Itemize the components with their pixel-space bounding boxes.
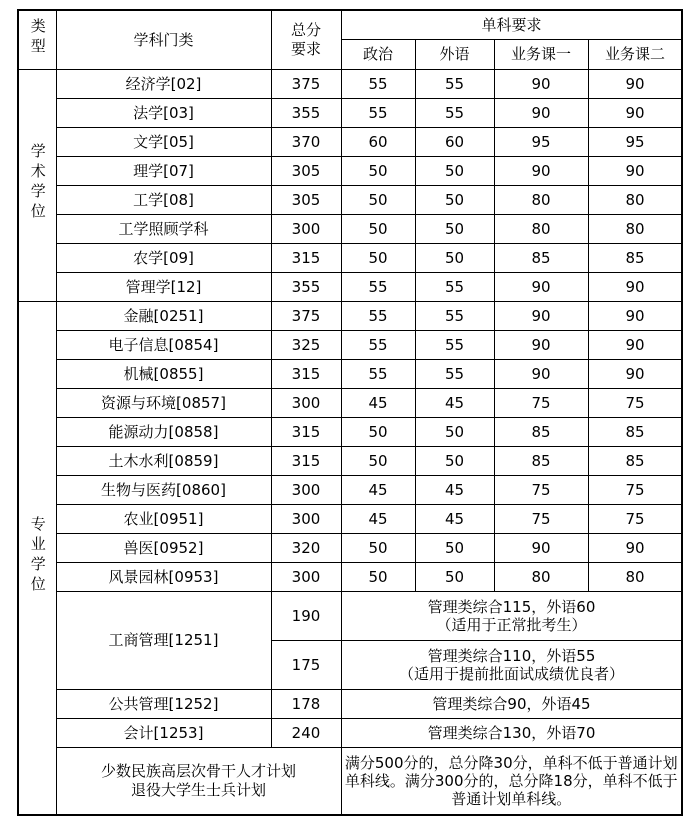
cell-major1: 85 <box>494 447 588 476</box>
cell-major2: 90 <box>588 302 682 331</box>
cell-major1: 90 <box>494 360 588 389</box>
cell-politics: 55 <box>341 99 415 128</box>
cell-total: 370 <box>271 128 341 157</box>
cell-discipline: 文学[05] <box>56 128 271 157</box>
cell-total: 325 <box>271 331 341 360</box>
cell-total: 305 <box>271 157 341 186</box>
table-row <box>18 244 682 273</box>
cell-discipline: 工商管理[1251] <box>56 592 271 690</box>
cell-discipline: 工学[08] <box>56 186 271 215</box>
table-row <box>18 273 682 302</box>
cell-foreign: 45 <box>415 476 494 505</box>
cell-politics: 45 <box>341 389 415 418</box>
cell-major2: 75 <box>588 389 682 418</box>
cell-politics: 50 <box>341 215 415 244</box>
cell-politics: 55 <box>341 360 415 389</box>
cell-politics: 50 <box>341 563 415 592</box>
cell-major2: 95 <box>588 128 682 157</box>
requirement-line-1: 管理类综合115，外语60 <box>427 597 596 616</box>
cell-discipline: 农业[0951] <box>56 505 271 534</box>
cell-politics: 60 <box>341 128 415 157</box>
cell-politics: 55 <box>341 70 415 99</box>
cell-total: 320 <box>271 534 341 563</box>
cell-foreign: 55 <box>415 331 494 360</box>
cell-foreign: 55 <box>415 99 494 128</box>
requirement-line-1: 管理类综合110，外语55 <box>427 646 596 665</box>
cell-total: 305 <box>271 186 341 215</box>
cell-major2: 90 <box>588 331 682 360</box>
footer-note-label-line2: 退役大学生士兵计划 <box>130 781 266 799</box>
header-major-one <box>494 40 588 70</box>
cell-discipline: 农学[09] <box>56 244 271 273</box>
cell-foreign: 50 <box>415 447 494 476</box>
table-row <box>18 128 682 157</box>
cell-discipline: 公共管理[1252] <box>56 690 271 719</box>
cell-total: 375 <box>271 70 341 99</box>
cell-foreign: 50 <box>415 534 494 563</box>
header-subject-requirements <box>341 10 682 40</box>
cell-foreign: 55 <box>415 70 494 99</box>
cell-foreign: 60 <box>415 128 494 157</box>
cell-major1: 90 <box>494 99 588 128</box>
cell-foreign: 45 <box>415 505 494 534</box>
header-foreign-language <box>415 40 494 70</box>
cell-discipline: 兽医[0952] <box>56 534 271 563</box>
cell-discipline: 生物与医药[0860] <box>56 476 271 505</box>
cell-discipline: 能源动力[0858] <box>56 418 271 447</box>
requirement-line-2: （适用于正常批考生） <box>436 616 587 634</box>
table-row <box>18 360 682 389</box>
cell-total: 355 <box>271 99 341 128</box>
cell-foreign: 50 <box>415 215 494 244</box>
cell-politics: 55 <box>341 273 415 302</box>
cell-major2: 90 <box>588 99 682 128</box>
cell-major2: 75 <box>588 476 682 505</box>
cell-major1: 90 <box>494 331 588 360</box>
cell-requirement <box>341 641 682 690</box>
cell-total: 300 <box>271 215 341 244</box>
cell-major1: 80 <box>494 186 588 215</box>
cell-discipline: 金融[0251] <box>56 302 271 331</box>
cell-major1: 90 <box>494 534 588 563</box>
group-type-professional <box>18 302 56 816</box>
cell-discipline: 会计[1253] <box>56 719 271 748</box>
header-type-label: 类型 <box>28 17 47 58</box>
table-row <box>18 331 682 360</box>
cell-major1: 90 <box>494 70 588 99</box>
table-row <box>18 389 682 418</box>
cell-major1: 85 <box>494 418 588 447</box>
cell-discipline: 法学[03] <box>56 99 271 128</box>
cell-major1: 90 <box>494 157 588 186</box>
cell-major1: 95 <box>494 128 588 157</box>
score-line-sheet <box>17 9 681 816</box>
cell-total: 355 <box>271 273 341 302</box>
cell-foreign: 50 <box>415 563 494 592</box>
cell-major2: 90 <box>588 360 682 389</box>
cell-total: 315 <box>271 418 341 447</box>
cell-politics: 50 <box>341 244 415 273</box>
cell-foreign: 55 <box>415 302 494 331</box>
header-major-two-label: 业务课二 <box>605 45 666 64</box>
header-major-one-label: 业务课一 <box>510 45 571 64</box>
cell-total: 300 <box>271 476 341 505</box>
cell-major2: 80 <box>588 215 682 244</box>
cell-foreign: 55 <box>415 273 494 302</box>
table-row <box>18 690 682 719</box>
header-foreign-language-label: 外语 <box>439 45 470 64</box>
header-politics-label: 政治 <box>362 45 393 64</box>
header-politics <box>341 40 415 70</box>
cell-major2: 90 <box>588 157 682 186</box>
cell-discipline: 工学照顾学科 <box>56 215 271 244</box>
footer-note-text <box>341 748 682 816</box>
cell-major2: 90 <box>588 534 682 563</box>
cell-politics: 50 <box>341 418 415 447</box>
header-total-score-line1: 总分 <box>290 20 321 39</box>
table-row <box>18 215 682 244</box>
cell-politics: 45 <box>341 505 415 534</box>
cell-discipline: 经济学[02] <box>56 70 271 99</box>
table-row <box>18 505 682 534</box>
footer-note-text-body: 满分500分的，总分降30分，单科不低于普通计划单科线。满分300分的，总分降18分，单科不低于普通计划单科线。 <box>344 753 678 809</box>
cell-requirement <box>341 592 682 641</box>
footer-note-label-line1: 少数民族高层次骨干人才计划 <box>100 761 296 780</box>
table-row <box>18 418 682 447</box>
requirement-line-2: （适用于提前批面试成绩优良者） <box>399 665 625 683</box>
cell-major1: 80 <box>494 215 588 244</box>
cell-major2: 80 <box>588 563 682 592</box>
cell-major2: 85 <box>588 418 682 447</box>
cell-politics: 55 <box>341 302 415 331</box>
header-total-score <box>271 10 341 70</box>
cell-total: 300 <box>271 505 341 534</box>
cell-foreign: 50 <box>415 244 494 273</box>
table-row <box>18 563 682 592</box>
cell-discipline: 电子信息[0854] <box>56 331 271 360</box>
cell-major1: 75 <box>494 389 588 418</box>
cell-foreign: 50 <box>415 418 494 447</box>
table-row <box>18 476 682 505</box>
cell-discipline: 资源与环境[0857] <box>56 389 271 418</box>
table-row <box>18 302 682 331</box>
cell-foreign: 50 <box>415 157 494 186</box>
cell-major1: 90 <box>494 273 588 302</box>
cell-major2: 85 <box>588 244 682 273</box>
header-discipline <box>56 10 271 70</box>
table-row <box>18 447 682 476</box>
cell-total: 240 <box>271 719 341 748</box>
cell-politics: 50 <box>341 186 415 215</box>
cell-total: 315 <box>271 447 341 476</box>
footer-note-row <box>18 748 682 816</box>
table-row <box>18 534 682 563</box>
cell-discipline: 机械[0855] <box>56 360 271 389</box>
table-row <box>18 719 682 748</box>
cell-total: 190 <box>271 592 341 641</box>
cell-major1: 75 <box>494 505 588 534</box>
group-type-academic <box>18 70 56 302</box>
cell-discipline: 理学[07] <box>56 157 271 186</box>
table-row <box>18 186 682 215</box>
cell-discipline: 管理学[12] <box>56 273 271 302</box>
group-type-professional-label: 专业学位 <box>28 515 47 596</box>
group-type-academic-label: 学术学位 <box>28 143 47 224</box>
header-major-two <box>588 40 682 70</box>
cell-major2: 85 <box>588 447 682 476</box>
cell-requirement: 管理类综合130，外语70 <box>341 719 682 748</box>
table-row <box>18 70 682 99</box>
cell-major2: 80 <box>588 186 682 215</box>
cell-foreign: 45 <box>415 389 494 418</box>
header-type <box>18 10 56 70</box>
cell-total: 178 <box>271 690 341 719</box>
cell-major2: 90 <box>588 273 682 302</box>
cell-discipline: 土木水利[0859] <box>56 447 271 476</box>
cell-major1: 75 <box>494 476 588 505</box>
cell-requirement: 管理类综合90，外语45 <box>341 690 682 719</box>
cell-major2: 75 <box>588 505 682 534</box>
table-row <box>18 99 682 128</box>
cell-total: 300 <box>271 563 341 592</box>
table-header-row-1 <box>18 10 682 40</box>
cell-foreign: 50 <box>415 186 494 215</box>
cell-total: 175 <box>271 641 341 690</box>
cell-total: 315 <box>271 244 341 273</box>
footer-note-label <box>56 748 341 816</box>
cell-politics: 50 <box>341 157 415 186</box>
header-discipline-label: 学科门类 <box>133 30 194 49</box>
table-row <box>18 592 682 641</box>
admission-score-table <box>17 9 683 816</box>
cell-discipline: 风景园林[0953] <box>56 563 271 592</box>
cell-major1: 90 <box>494 302 588 331</box>
cell-total: 315 <box>271 360 341 389</box>
cell-major1: 85 <box>494 244 588 273</box>
cell-major2: 90 <box>588 70 682 99</box>
cell-major1: 80 <box>494 563 588 592</box>
cell-foreign: 55 <box>415 360 494 389</box>
cell-total: 375 <box>271 302 341 331</box>
table-row <box>18 157 682 186</box>
header-subject-requirements-label: 单科要求 <box>481 15 542 34</box>
cell-politics: 50 <box>341 534 415 563</box>
cell-politics: 50 <box>341 447 415 476</box>
cell-total: 300 <box>271 389 341 418</box>
cell-politics: 45 <box>341 476 415 505</box>
header-total-score-line2: 要求 <box>290 40 321 58</box>
cell-politics: 55 <box>341 331 415 360</box>
